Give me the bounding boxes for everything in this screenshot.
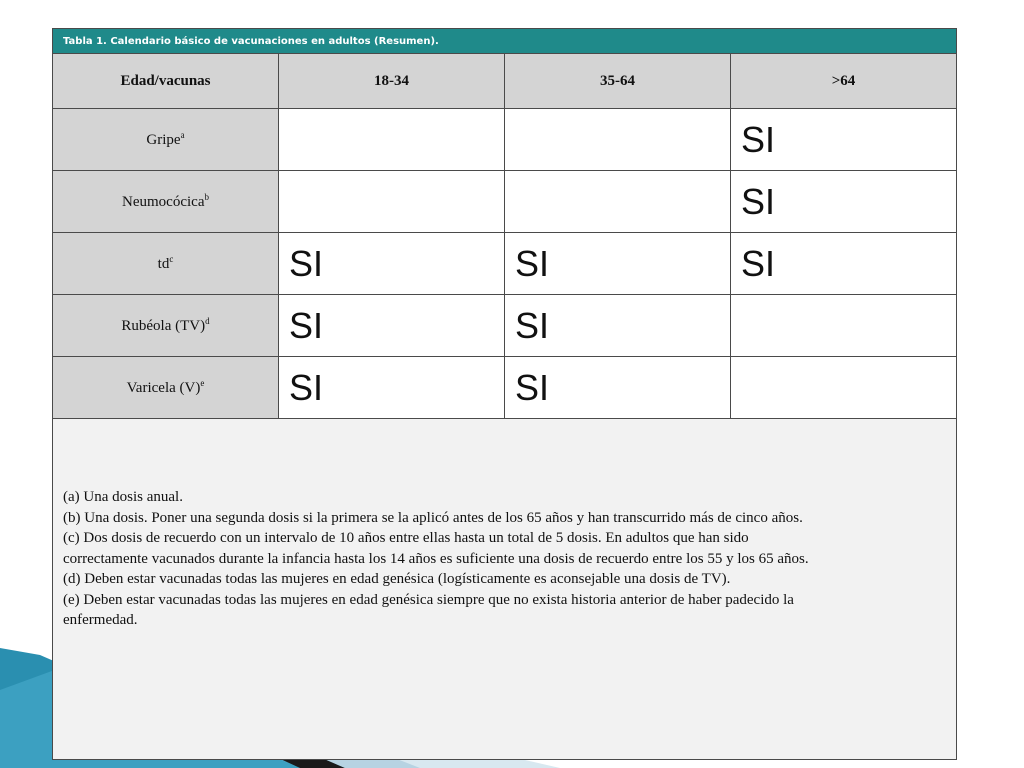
footnote-a: (a) Una dosis anual.	[63, 489, 183, 505]
cell-value: SI	[279, 233, 505, 295]
table-row	[53, 109, 957, 171]
footnote-e-continued: enfermedad.	[63, 612, 138, 628]
cell-value: SI	[505, 357, 731, 419]
cell-value: SI	[731, 233, 957, 295]
cell-value: SI	[731, 109, 957, 171]
row-label: Varicela $(V)^e$	[53, 357, 279, 419]
row-label: $td^c$	[53, 233, 279, 295]
cell-value	[279, 109, 505, 171]
cell-value	[279, 171, 505, 233]
header-cell-35-64: 35-64	[505, 54, 731, 109]
cell-value	[731, 295, 957, 357]
footnote-c-continued: correctamente vacunados durante la infancia hasta los 14 años es suficiente una dosis de recuerdo entre los 55 y los 65 años.	[63, 550, 809, 567]
cell-value	[731, 357, 957, 419]
table-row	[53, 357, 957, 419]
cell-value: SI	[279, 357, 505, 419]
cell-value	[505, 171, 731, 233]
cell-value: SI	[505, 233, 731, 295]
table-row	[53, 233, 957, 295]
cell-value: SI	[731, 171, 957, 233]
row-label: Neumocócica$^b$	[53, 171, 279, 233]
vaccination-table	[52, 28, 957, 760]
table-title: Tabla 1. Calendario básico de vacunaciones en adultos (Resumen).	[53, 29, 957, 54]
header-cell-over-64: >64	[731, 54, 957, 109]
row-label: Gripe$^a$	[53, 109, 279, 171]
table-row	[53, 171, 957, 233]
header-cell-18-34: 18-34	[279, 54, 505, 109]
footnote-e: (e) Deben estar vacunadas todas las mujeres en edad genésica siempre que no exista historia anterior de haber padecido la	[63, 591, 794, 608]
footnote-c: (c) Dos dosis de recuerdo con un intervalo de 10 años entre ellas hasta un total de 5 dosis. En adultos que han sido	[63, 530, 749, 546]
table-row	[53, 295, 957, 357]
footnote-d: (d) Deben estar vacunadas todas las mujeres en edad genésica (logísticamente es aconsejable una dosis de TV).	[63, 571, 731, 587]
row-label: Rubéola (TV)$^d$	[53, 295, 279, 357]
header-cell-age-vaccines: Edad/vacunas	[53, 54, 279, 109]
cell-value: SI	[279, 295, 505, 357]
cell-value	[505, 109, 731, 171]
footnotes	[53, 419, 957, 760]
footnote-b: (b) Una dosis. Poner una segunda dosis si la primera se la aplicó antes de los 65 años y han transcurrido más de cinco años.	[63, 509, 803, 526]
cell-value: SI	[505, 295, 731, 357]
